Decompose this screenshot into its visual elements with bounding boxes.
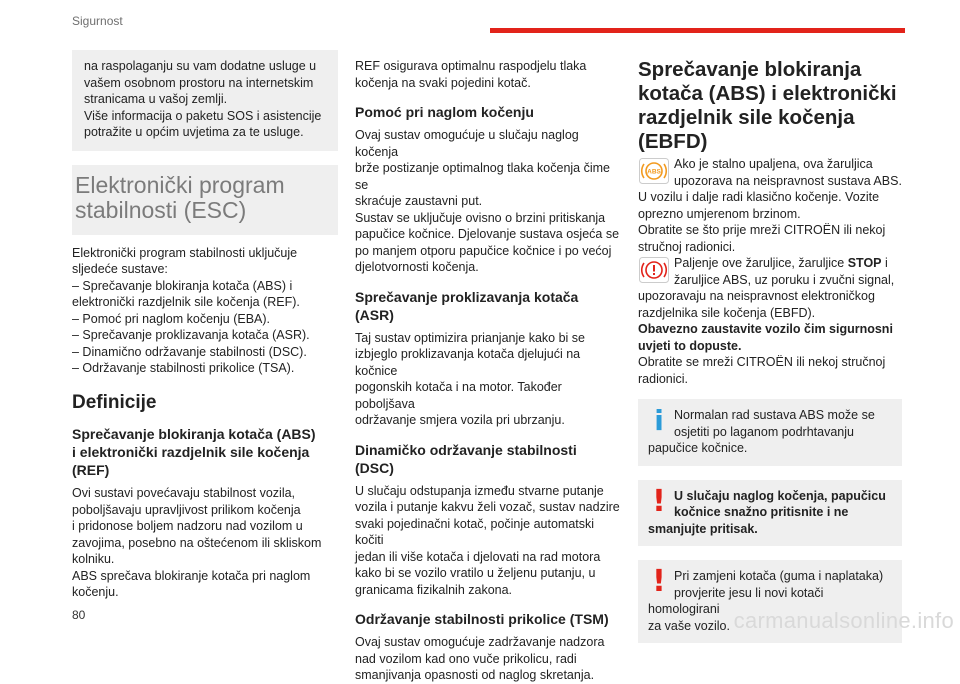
asr-section xyxy=(355,288,622,429)
brake-lamp-text: Paljenje ove žaruljice, žaruljice STOP i žaruljice ABS, uz poruku i zvučni signal, xyxy=(674,256,895,287)
sos-info-text: na raspolaganju su vam dodatne usluge u vašem osobnom prostoru na internetskim stranicama u vašoj zemlji. Više informacija o paketu SOS i asistencije potražite u općim uvjetima za te usluge. xyxy=(84,59,322,139)
esc-title: Elektronički program stabilnosti (ESC) xyxy=(75,171,285,223)
abs-lamp-row xyxy=(638,156,902,189)
definitions-heading: Definicije xyxy=(72,391,157,413)
emergency-braking-warning xyxy=(638,480,902,547)
wheel-replacement-text: Pri zamjeni kotača (guma i naplataka) provjerite jesu li novi kotači homologirani za vaše vozilo. xyxy=(648,569,884,633)
tsm-section xyxy=(355,610,622,684)
section-label: Sigurnost xyxy=(72,14,123,28)
tsm-heading: Održavanje stabilnosti prikolice (TSM) xyxy=(355,611,609,627)
header-accent-bar xyxy=(490,28,905,33)
column-2 xyxy=(355,50,622,684)
asr-text: Taj sustav optimizira prianjanje kako bi se izbjeglo proklizavanja kotača djelujući na kočnice pogonskih kotača i na motor. Također poboljšava održavanje smjera vozila pri ubrzanju. xyxy=(355,330,585,427)
abs-ref-heading: Sprečavanje blokiranja kotača (ABS) i elektronički razdjelnik sile kočenja (REF) xyxy=(72,426,316,478)
brake-warning-lamp-icon xyxy=(638,255,670,285)
abs-lamp-followup: U vozilu i dalje radi klasično kočenje. Vozite oprezno umjerenom brzinom. Obratite se što prije mreži CITROËN ili nekoj stručnoj radionici. xyxy=(638,190,886,254)
abs-ref-text: Ovi sustavi povećavaju stabilnost vozila, poboljšavaju upravljivost prilikom kočenja i pridonose boljem nadzoru nad vozilom u zavojima, posebno na oštećenom ili skliskom kolniku. ABS sprečava blokiranje kotača pri naglom kočenju. xyxy=(72,486,322,599)
tsm-text: Ovaj sustav omogućuje zadržavanje nadzora nad vozilom kad ono vuče prikolicu, radi smanjivanja opasnosti od naglog skretanja. xyxy=(355,635,605,682)
warning-exclamation-icon: ! xyxy=(652,483,666,519)
abs-ebfd-heading: Sprečavanje blokiranja kotača (ABS) i elektronički razdjelnik sile kočenja (EBFD) xyxy=(638,58,897,153)
eba-heading: Pomoć pri naglom kočenju xyxy=(355,104,534,120)
abs-lamp-text: Ako je stalno upaljena, ova žaruljica upozorava na neispravnost sustava ABS. xyxy=(674,157,902,188)
emergency-braking-text: U slučaju naglog kočenja, papučicu kočnice snažno pritisnite i ne smanjujte pritisak. xyxy=(648,488,886,536)
info-icon: i xyxy=(654,404,664,437)
page-number: 80 xyxy=(72,608,86,622)
abs-info-note xyxy=(638,399,902,466)
brake-lamp-followup: upozoravaju na neispravnost elektroničkog razdjelnika sile kočenja (EBFD). Obavezno zaustavite vozilo čim sigurnosni uvjeti to dopuste. Obratite se mreži CITROËN ili nekoj stručnoj radionici. xyxy=(638,289,893,386)
asr-heading: Sprečavanje proklizavanja kotača (ASR) xyxy=(355,288,579,323)
eba-section xyxy=(355,103,622,276)
esc-intro-text: Elektronički program stabilnosti uključuje sljedeće sustave: – Sprečavanje blokiranja kotača (ABS) i elektronički razdjelnik sile kočenja (REF). – Pomoć pri naglom kočenju (EBA). – Sprečavanje proklizavanja kotača (ASR). – Dinamično održavanje stabilnosti (DSC). – Održavanje stabilnosti prikolice (TSA). xyxy=(72,245,310,375)
warning-exclamation-icon: ! xyxy=(652,564,666,599)
dsc-heading: Dinamičko održavanje stabilnosti (DSC) xyxy=(355,441,577,476)
watermark: carmanualsonline.info xyxy=(733,608,954,633)
column-3 xyxy=(638,50,902,643)
eba-text: Ovaj sustav omogućuje u slučaju naglog kočenja brže postizanje optimalnog tlaka kočenja čime se skraćuje zaustavni put. Sustav se uključuje ovisno o brzini pritiskanja papučice kočnice. Djelovanje sustava osjeća se po manjem otporu papučice kočnice i po većoj djelotvornosti kočenja. xyxy=(355,128,620,274)
svg-text:ABS: ABS xyxy=(647,168,661,176)
column-1 xyxy=(72,50,338,601)
abs-info-text: Normalan rad sustava ABS može se osjetiti po laganom podrhtavanju papučice kočnice. xyxy=(648,408,875,455)
ref-text: REF osigurava optimalnu raspodjelu tlaka kočenja na svaki pojedini kotač. xyxy=(355,59,587,90)
dsc-section xyxy=(355,441,622,599)
abs-warning-lamp-icon xyxy=(638,156,670,186)
sos-info-box xyxy=(72,50,338,151)
brake-lamp-row xyxy=(638,255,902,288)
stop-label: STOP xyxy=(847,256,882,270)
esc-title-box xyxy=(72,165,338,235)
dsc-text: U slučaju odstupanja između stvarne putanje vozila i putanje kakvu želi vozač, sustav nadzire svaki pojedinačni kotač, počinje automatski kočiti jedan ili više kotača i djelovati na rad motora kako bi se vozilo vratilo u željenu putanju, u granicama fizikalnih zakona. xyxy=(355,483,620,597)
